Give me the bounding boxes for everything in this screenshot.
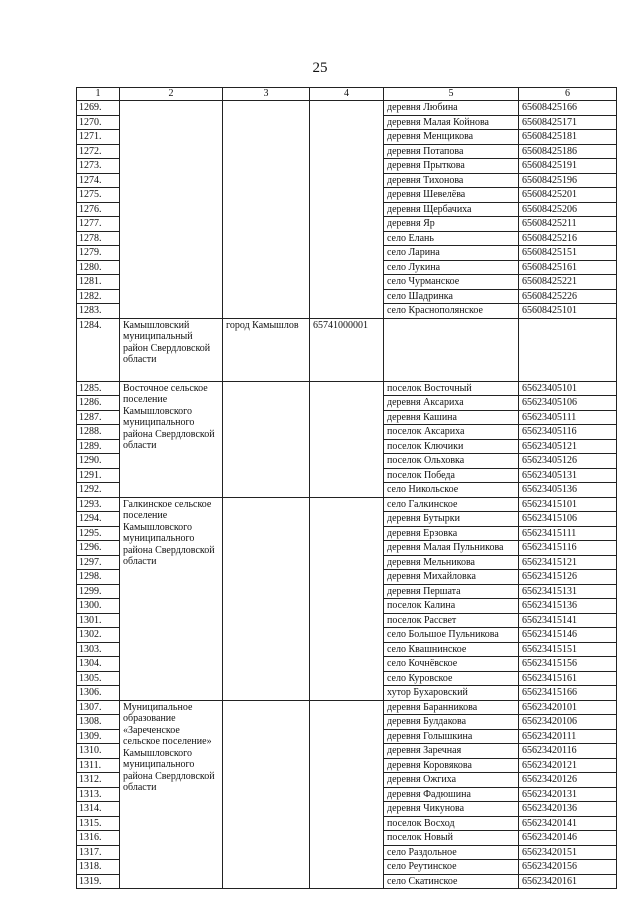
oktmo-code: 65608425216 bbox=[519, 231, 617, 246]
oktmo-code: 65608425196 bbox=[519, 173, 617, 188]
oktmo-code: 65608425211 bbox=[519, 217, 617, 232]
row-number: 1306. bbox=[77, 686, 120, 701]
row-number: 1316. bbox=[77, 831, 120, 846]
row-number: 1305. bbox=[77, 671, 120, 686]
oktmo-code: 65623405131 bbox=[519, 468, 617, 483]
header-cell: 3 bbox=[223, 88, 310, 101]
empty-cell bbox=[223, 381, 310, 497]
oktmo-code: 65623420131 bbox=[519, 787, 617, 802]
row-number: 1293. bbox=[77, 497, 120, 512]
oktmo-code: 65623420156 bbox=[519, 860, 617, 875]
row-number: 1294. bbox=[77, 512, 120, 527]
row-number: 1291. bbox=[77, 468, 120, 483]
oktmo-code: 65623415126 bbox=[519, 570, 617, 585]
oktmo-code: 65623415136 bbox=[519, 599, 617, 614]
row-number: 1315. bbox=[77, 816, 120, 831]
oktmo-code: 65623405101 bbox=[519, 381, 617, 396]
table-row bbox=[77, 497, 617, 512]
oktmo-code: 65741000001 bbox=[310, 318, 384, 381]
oktmo-code: 65608425201 bbox=[519, 188, 617, 203]
settlement-name: село Елань bbox=[384, 231, 519, 246]
settlement-name: деревня Менщикова bbox=[384, 130, 519, 145]
oktmo-code: 65623415161 bbox=[519, 671, 617, 686]
settlement-name: деревня Малая Пульникова bbox=[384, 541, 519, 556]
settlement-name: село Раздольное bbox=[384, 845, 519, 860]
row-number: 1282. bbox=[77, 289, 120, 304]
oktmo-code: 65623415151 bbox=[519, 642, 617, 657]
row-number: 1299. bbox=[77, 584, 120, 599]
table-row bbox=[77, 381, 617, 396]
table-row bbox=[77, 318, 617, 381]
settlement-name: село Лукина bbox=[384, 260, 519, 275]
oktmo-code: 65623415156 bbox=[519, 657, 617, 672]
settlement-name: поселок Ключики bbox=[384, 439, 519, 454]
page-number: 25 bbox=[312, 60, 328, 76]
row-number: 1311. bbox=[77, 758, 120, 773]
oktmo-code: 65623415166 bbox=[519, 686, 617, 701]
oktmo-code: 65623415101 bbox=[519, 497, 617, 512]
settlement-name: деревня Першата bbox=[384, 584, 519, 599]
row-number: 1303. bbox=[77, 642, 120, 657]
row-number: 1310. bbox=[77, 744, 120, 759]
oktmo-code: 65608425161 bbox=[519, 260, 617, 275]
header-cell: 6 bbox=[519, 88, 617, 101]
row-number: 1314. bbox=[77, 802, 120, 817]
settlement-name: село Краснополянское bbox=[384, 304, 519, 319]
settlement-name: поселок Новый bbox=[384, 831, 519, 846]
row-number: 1272. bbox=[77, 144, 120, 159]
oktmo-code: 65623415131 bbox=[519, 584, 617, 599]
oktmo-code: 65623420161 bbox=[519, 874, 617, 889]
settlement-name: деревня Прыткова bbox=[384, 159, 519, 174]
settlement-name: поселок Восход bbox=[384, 816, 519, 831]
settlement-name: поселок Победа bbox=[384, 468, 519, 483]
settlement-name: деревня Аксариха bbox=[384, 396, 519, 411]
settlement-name: деревня Кашина bbox=[384, 410, 519, 425]
header-row bbox=[77, 88, 617, 101]
municipality-name: Муниципальное образование «Зареченское сельское поселение» Камышловского муниципального района Свердловской области bbox=[120, 700, 223, 889]
settlements-table bbox=[76, 87, 617, 889]
settlement-name: деревня Заречная bbox=[384, 744, 519, 759]
empty-cell bbox=[120, 101, 223, 319]
oktmo-code: 65608425226 bbox=[519, 289, 617, 304]
oktmo-code: 65608425171 bbox=[519, 115, 617, 130]
row-number: 1281. bbox=[77, 275, 120, 290]
oktmo-code: 65623405106 bbox=[519, 396, 617, 411]
oktmo-code: 65623420101 bbox=[519, 700, 617, 715]
empty-cell bbox=[310, 497, 384, 700]
oktmo-code: 65623405111 bbox=[519, 410, 617, 425]
row-number: 1309. bbox=[77, 729, 120, 744]
settlement-name: село Чурманское bbox=[384, 275, 519, 290]
settlement-name: деревня Яр bbox=[384, 217, 519, 232]
row-number: 1273. bbox=[77, 159, 120, 174]
row-number: 1302. bbox=[77, 628, 120, 643]
settlement-name: деревня Баранникова bbox=[384, 700, 519, 715]
settlement-name: деревня Мельникова bbox=[384, 555, 519, 570]
table-row bbox=[77, 101, 617, 116]
row-number: 1275. bbox=[77, 188, 120, 203]
oktmo-code: 65623415141 bbox=[519, 613, 617, 628]
settlement-name: село Ларина bbox=[384, 246, 519, 261]
settlement-name: село Квашнинское bbox=[384, 642, 519, 657]
oktmo-code: 65608425221 bbox=[519, 275, 617, 290]
settlement-type: город Камышлов bbox=[223, 318, 310, 381]
settlement-name bbox=[384, 318, 519, 381]
settlement-name: хутор Бухаровский bbox=[384, 686, 519, 701]
row-number: 1276. bbox=[77, 202, 120, 217]
oktmo-code: 65623415146 bbox=[519, 628, 617, 643]
oktmo-code: 65623420106 bbox=[519, 715, 617, 730]
header-cell: 4 bbox=[310, 88, 384, 101]
row-number: 1300. bbox=[77, 599, 120, 614]
row-number: 1288. bbox=[77, 425, 120, 440]
row-number: 1297. bbox=[77, 555, 120, 570]
settlement-name: деревня Михайловка bbox=[384, 570, 519, 585]
settlement-name: село Скатинское bbox=[384, 874, 519, 889]
oktmo-code: 65608425181 bbox=[519, 130, 617, 145]
oktmo-code: 65608425206 bbox=[519, 202, 617, 217]
row-number: 1277. bbox=[77, 217, 120, 232]
empty-cell bbox=[310, 381, 384, 497]
oktmo-code: 65623415116 bbox=[519, 541, 617, 556]
row-number: 1304. bbox=[77, 657, 120, 672]
row-number: 1312. bbox=[77, 773, 120, 788]
municipality-name: Камышловский муниципальный район Свердловской области bbox=[120, 318, 223, 381]
row-number: 1296. bbox=[77, 541, 120, 556]
row-number: 1298. bbox=[77, 570, 120, 585]
table-row bbox=[77, 700, 617, 715]
row-number: 1317. bbox=[77, 845, 120, 860]
row-number: 1292. bbox=[77, 483, 120, 498]
settlement-name: деревня Коровякова bbox=[384, 758, 519, 773]
row-number: 1301. bbox=[77, 613, 120, 628]
oktmo-code bbox=[519, 318, 617, 381]
oktmo-code: 65608425151 bbox=[519, 246, 617, 261]
oktmo-code: 65608425191 bbox=[519, 159, 617, 174]
row-number: 1285. bbox=[77, 381, 120, 396]
row-number: 1280. bbox=[77, 260, 120, 275]
row-number: 1284. bbox=[77, 318, 120, 381]
row-number: 1318. bbox=[77, 860, 120, 875]
oktmo-code: 65623405126 bbox=[519, 454, 617, 469]
settlement-name: село Кочнёвское bbox=[384, 657, 519, 672]
oktmo-code: 65608425101 bbox=[519, 304, 617, 319]
oktmo-code: 65608425166 bbox=[519, 101, 617, 116]
row-number: 1295. bbox=[77, 526, 120, 541]
header-cell: 2 bbox=[120, 88, 223, 101]
oktmo-code: 65623420111 bbox=[519, 729, 617, 744]
settlement-name: село Никольское bbox=[384, 483, 519, 498]
settlement-name: деревня Щербачиха bbox=[384, 202, 519, 217]
oktmo-code: 65608425186 bbox=[519, 144, 617, 159]
empty-cell bbox=[310, 700, 384, 889]
row-number: 1271. bbox=[77, 130, 120, 145]
oktmo-code: 65623420141 bbox=[519, 816, 617, 831]
oktmo-code: 65623405116 bbox=[519, 425, 617, 440]
settlement-name: деревня Фадюшина bbox=[384, 787, 519, 802]
settlement-name: деревня Тихонова bbox=[384, 173, 519, 188]
settlement-name: село Реутинское bbox=[384, 860, 519, 875]
empty-cell bbox=[223, 700, 310, 889]
row-number: 1270. bbox=[77, 115, 120, 130]
row-number: 1269. bbox=[77, 101, 120, 116]
settlement-name: деревня Ерзовка bbox=[384, 526, 519, 541]
empty-cell bbox=[223, 101, 310, 319]
settlement-name: поселок Ольховка bbox=[384, 454, 519, 469]
row-number: 1287. bbox=[77, 410, 120, 425]
row-number: 1274. bbox=[77, 173, 120, 188]
row-number: 1278. bbox=[77, 231, 120, 246]
settlement-name: село Галкинское bbox=[384, 497, 519, 512]
oktmo-code: 65623405136 bbox=[519, 483, 617, 498]
municipality-name: Восточное сельское поселение Камышловского муниципального района Свердловской области bbox=[120, 381, 223, 497]
settlement-name: село Шадринка bbox=[384, 289, 519, 304]
oktmo-code: 65623415106 bbox=[519, 512, 617, 527]
oktmo-code: 65623420126 bbox=[519, 773, 617, 788]
oktmo-code: 65623420121 bbox=[519, 758, 617, 773]
oktmo-code: 65623405121 bbox=[519, 439, 617, 454]
settlement-name: село Куровское bbox=[384, 671, 519, 686]
settlement-name: деревня Ожгиха bbox=[384, 773, 519, 788]
row-number: 1307. bbox=[77, 700, 120, 715]
settlement-name: деревня Малая Койнова bbox=[384, 115, 519, 130]
settlement-name: поселок Рассвет bbox=[384, 613, 519, 628]
oktmo-code: 65623420116 bbox=[519, 744, 617, 759]
row-number: 1308. bbox=[77, 715, 120, 730]
settlement-name: деревня Любина bbox=[384, 101, 519, 116]
header-cell: 1 bbox=[77, 88, 120, 101]
oktmo-code: 65623415121 bbox=[519, 555, 617, 570]
empty-cell bbox=[310, 101, 384, 319]
oktmo-code: 65623420136 bbox=[519, 802, 617, 817]
settlement-name: поселок Восточный bbox=[384, 381, 519, 396]
empty-cell bbox=[223, 497, 310, 700]
row-number: 1279. bbox=[77, 246, 120, 261]
settlement-name: поселок Аксариха bbox=[384, 425, 519, 440]
oktmo-code: 65623420151 bbox=[519, 845, 617, 860]
oktmo-code: 65623415111 bbox=[519, 526, 617, 541]
settlement-name: деревня Бутырки bbox=[384, 512, 519, 527]
settlement-name: деревня Потапова bbox=[384, 144, 519, 159]
row-number: 1286. bbox=[77, 396, 120, 411]
row-number: 1319. bbox=[77, 874, 120, 889]
row-number: 1313. bbox=[77, 787, 120, 802]
row-number: 1289. bbox=[77, 439, 120, 454]
settlement-name: село Большое Пульникова bbox=[384, 628, 519, 643]
settlement-name: деревня Шевелёва bbox=[384, 188, 519, 203]
settlement-name: деревня Голышкина bbox=[384, 729, 519, 744]
settlement-name: деревня Булдакова bbox=[384, 715, 519, 730]
oktmo-code: 65623420146 bbox=[519, 831, 617, 846]
row-number: 1290. bbox=[77, 454, 120, 469]
settlement-name: деревня Чикунова bbox=[384, 802, 519, 817]
municipality-name: Галкинское сельское поселение Камышловского муниципального района Свердловской области bbox=[120, 497, 223, 700]
header-cell: 5 bbox=[384, 88, 519, 101]
row-number: 1283. bbox=[77, 304, 120, 319]
settlement-name: поселок Калина bbox=[384, 599, 519, 614]
